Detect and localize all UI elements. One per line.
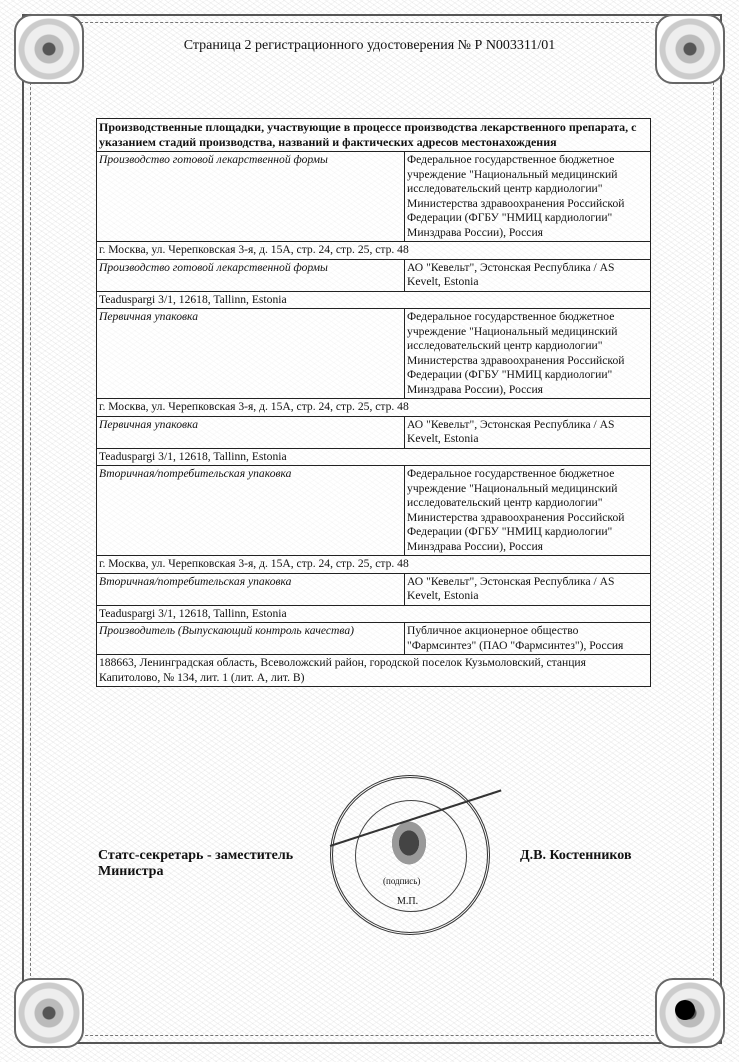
address-row bbox=[97, 399, 651, 417]
stage-cell: Производство готовой лекарственной формы bbox=[97, 259, 405, 291]
address-row bbox=[97, 605, 651, 623]
address-row bbox=[97, 556, 651, 574]
stage-cell: Вторичная/потребительская упаковка bbox=[97, 573, 405, 605]
table-row bbox=[97, 309, 651, 399]
stage-cell: Первичная упаковка bbox=[97, 309, 405, 399]
organization-cell: АО "Кевельт", Эстонская Республика / AS Kevelt, Estonia bbox=[405, 416, 651, 448]
stage-cell: Вторичная/потребительская упаковка bbox=[97, 466, 405, 556]
organization-cell: АО "Кевельт", Эстонская Республика / AS Kevelt, Estonia bbox=[405, 259, 651, 291]
address-cell: Teaduspargi 3/1, 12618, Tallinn, Estonia bbox=[97, 291, 651, 309]
address-row bbox=[97, 448, 651, 466]
stage-cell: Первичная упаковка bbox=[97, 416, 405, 448]
address-row bbox=[97, 242, 651, 260]
address-row bbox=[97, 655, 651, 687]
punch-hole-icon bbox=[675, 1000, 695, 1020]
table-row bbox=[97, 416, 651, 448]
stamp-mp-label: М.П. bbox=[397, 896, 419, 907]
table-row bbox=[97, 466, 651, 556]
address-cell: г. Москва, ул. Черепковская 3-я, д. 15А, стр. 24, стр. 25, стр. 48 bbox=[97, 556, 651, 574]
table-row bbox=[97, 152, 651, 242]
stage-cell: Производитель (Выпускающий контроль качества) bbox=[97, 623, 405, 655]
corner-rosette-icon bbox=[14, 978, 84, 1048]
official-stamp bbox=[330, 775, 490, 935]
table-row bbox=[97, 623, 651, 655]
position-line-1: Статс-секретарь - заместитель bbox=[98, 848, 294, 863]
address-cell: Teaduspargi 3/1, 12618, Tallinn, Estonia bbox=[97, 605, 651, 623]
organization-cell: Федеральное государственное бюджетное учреждение "Национальный медицинский исследовательский центр кардиологии" Министерства здравоохранения Российской Федерации (ФГБУ "НМИЦ кардиологии" Минздрава России), Россия bbox=[405, 466, 651, 556]
position-line-2: Министра bbox=[98, 864, 164, 879]
stamp-caption: (подпись) bbox=[383, 876, 421, 886]
production-sites-table bbox=[96, 118, 651, 687]
stage-cell: Производство готовой лекарственной формы bbox=[97, 152, 405, 242]
page-header: Страница 2 регистрационного удостоверения № Р N003311/01 bbox=[183, 38, 556, 53]
signatory-name: Д.В. Костенников bbox=[520, 848, 632, 863]
address-row bbox=[97, 291, 651, 309]
organization-cell: Публичное акционерное общество "Фармсинтез" (ПАО "Фармсинтез"), Россия bbox=[405, 623, 651, 655]
organization-cell: Федеральное государственное бюджетное учреждение "Национальный медицинский исследовательский центр кардиологии" Министерства здравоохранения Российской Федерации (ФГБУ "НМИЦ кардиологии" Минздрава России), Россия bbox=[405, 152, 651, 242]
table-row bbox=[97, 573, 651, 605]
table-title: Производственные площадки, участвующие в процессе производства лекарственного препарата, с указанием стадий производства, названий и фактических адресов местонахождения bbox=[97, 119, 651, 152]
table-row bbox=[97, 259, 651, 291]
address-cell: Teaduspargi 3/1, 12618, Tallinn, Estonia bbox=[97, 448, 651, 466]
organization-cell: Федеральное государственное бюджетное учреждение "Национальный медицинский исследовательский центр кардиологии" Министерства здравоохранения Российской Федерации (ФГБУ "НМИЦ кардиологии" Минздрава России), Россия bbox=[405, 309, 651, 399]
address-cell: 188663, Ленинградская область, Всеволожский район, городской поселок Кузьмоловский, станция Капитолово, № 134, лит. 1 (лит. А, лит. В) bbox=[97, 655, 651, 687]
table-title-row bbox=[97, 119, 651, 152]
organization-cell: АО "Кевельт", Эстонская Республика / AS Kevelt, Estonia bbox=[405, 573, 651, 605]
address-cell: г. Москва, ул. Черепковская 3-я, д. 15А, стр. 24, стр. 25, стр. 48 bbox=[97, 399, 651, 417]
signatory-position bbox=[98, 848, 293, 880]
address-cell: г. Москва, ул. Черепковская 3-я, д. 15А, стр. 24, стр. 25, стр. 48 bbox=[97, 242, 651, 260]
